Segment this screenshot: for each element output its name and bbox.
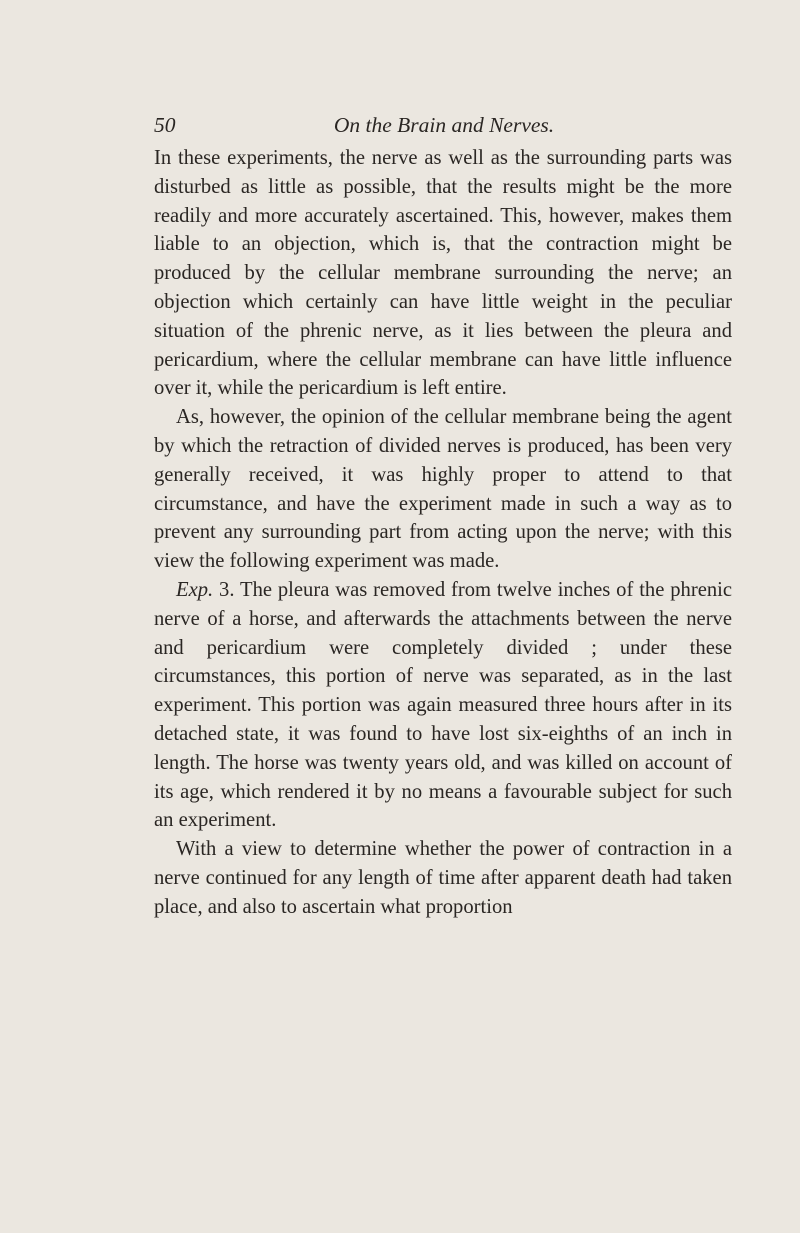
paragraph-4: With a view to determine whether the power of contraction in a nerve continued for any length of time after apparent death had taken place, and also to ascertain what proportion xyxy=(154,838,732,918)
paragraph-3 xyxy=(154,576,732,835)
page-number: 50 xyxy=(154,113,176,137)
body-text xyxy=(154,144,732,922)
running-head xyxy=(154,113,732,143)
running-title: On the Brain and Nerves. xyxy=(333,113,555,137)
paragraph-3-text: 3. The pleura was removed from twelve inches of the phrenic nerve of a horse, and afterwards the attachments between the nerve and pericardium were completely divided ; under these circumstances, this portion of nerve was separated, as in the last experiment. This portion was again measured three hours after in its detached state, it was found to have lost six-eighths of an inch in length. The horse was twenty years old, and was killed on account of its age, which rendered it by no means a favourable subject for such an experiment. xyxy=(154,578,732,832)
paragraph-2: As, however, the opinion of the cellular membrane being the agent by which the retraction of divided nerves is produced, has been very generally received, it was highly proper to attend to that circumstance, and have the experiment made in such a way as to prevent any surrounding part from acting upon the nerve; with this view the following experiment was made. xyxy=(154,406,732,573)
paragraph-1: In these experiments, the nerve as well as the surrounding parts was disturbed as little as possible, that the results might be the more readily and more accurately ascertained. This, however, makes them liable to an objection, which is, that the contraction might be produced by the cellular membrane surrounding the nerve; an objection which certainly can have little weight in the peculiar situation of the phrenic nerve, as it lies between the pleura and pericardium, where the cellular membrane can have little influence over it, while the pericardium is left entire. xyxy=(154,147,732,400)
experiment-label: Exp. xyxy=(176,578,214,601)
